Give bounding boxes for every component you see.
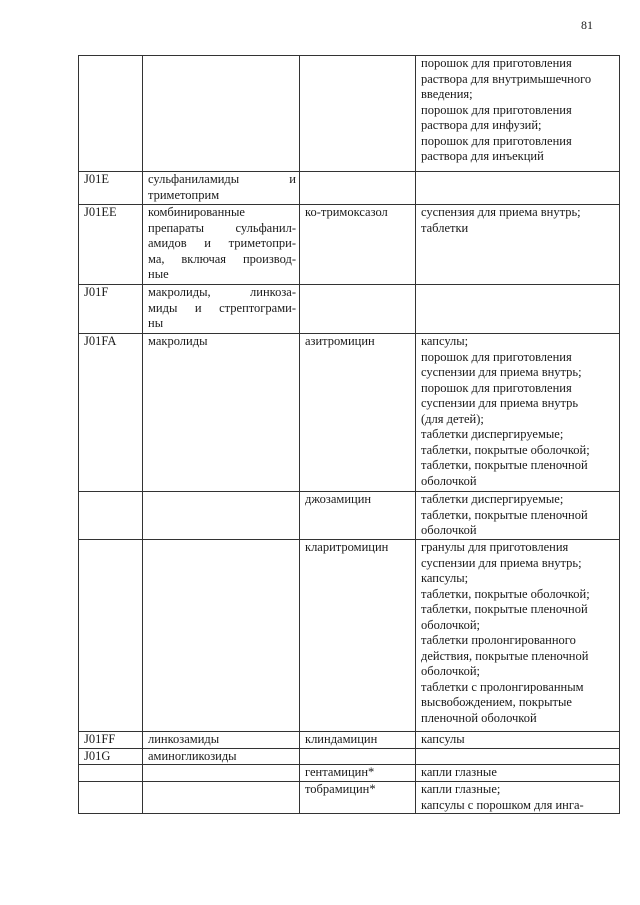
dosage-forms-cell: капсулы; порошок для приготовления суспензии для приема внутрь; порошок для приготовления суспензии для приема внутрь (для детей); таблетки диспергируемые; таблетки, покрытые оболочкой; таблетки, покрытые пленочной оболочкой (416, 334, 620, 492)
atc-code-cell: J01FA (79, 334, 143, 492)
atc-code-cell: J01F (79, 285, 143, 334)
atc-code-cell: J01EE (79, 205, 143, 285)
drug-name-cell (300, 285, 416, 334)
table-row (79, 782, 620, 814)
drug-name-cell: кларитромицин (300, 540, 416, 732)
atc-code-cell: J01E (79, 172, 143, 205)
atc-code-cell: J01FF (79, 732, 143, 749)
drug-name-cell (300, 748, 416, 765)
group-name-cell: линкозамиды (143, 732, 300, 749)
page-number: 81 (581, 18, 593, 32)
dosage-forms-cell (416, 172, 620, 205)
table-row (79, 172, 620, 205)
group-name-cell (143, 56, 300, 172)
group-name-cell (143, 540, 300, 732)
drug-name-cell: клиндамицин (300, 732, 416, 749)
dosage-forms-cell: капли глазные (416, 765, 620, 782)
dosage-forms-cell (416, 748, 620, 765)
group-name-cell: макролиды, линкоза- миды и стрептограми- ны (143, 285, 300, 334)
atc-code-cell (79, 492, 143, 540)
drug-name-cell: гентамицин* (300, 765, 416, 782)
dosage-forms-cell (416, 285, 620, 334)
drug-name-cell: джозамицин (300, 492, 416, 540)
table-row (79, 748, 620, 765)
dosage-forms-cell: капли глазные; капсулы с порошком для инга- (416, 782, 620, 814)
table-row (79, 285, 620, 334)
table-row (79, 492, 620, 540)
group-name-cell: сульфаниламиды и триметоприм (143, 172, 300, 205)
table-row (79, 334, 620, 492)
table-row (79, 540, 620, 732)
table-row (79, 765, 620, 782)
atc-code-cell (79, 540, 143, 732)
dosage-forms-cell: таблетки диспергируемые; таблетки, покрытые пленочной оболочкой (416, 492, 620, 540)
dosage-forms-cell: капсулы (416, 732, 620, 749)
group-name-cell (143, 765, 300, 782)
group-name-cell (143, 492, 300, 540)
drug-name-cell (300, 172, 416, 205)
atc-code-cell (79, 782, 143, 814)
drug-table (78, 55, 620, 814)
table-row (79, 205, 620, 285)
group-name-cell (143, 782, 300, 814)
atc-code-cell (79, 765, 143, 782)
drug-name-cell: ко-тримоксазол (300, 205, 416, 285)
group-name-cell: макролиды (143, 334, 300, 492)
table-row (79, 732, 620, 749)
dosage-forms-cell: суспензия для приема внутрь; таблетки (416, 205, 620, 285)
group-name-cell: аминогликозиды (143, 748, 300, 765)
atc-code-cell (79, 56, 143, 172)
drug-name-cell: азитромицин (300, 334, 416, 492)
drug-name-cell: тобрамицин* (300, 782, 416, 814)
dosage-forms-cell: порошок для приготовления раствора для внутримышечного введения; порошок для приготовления раствора для инфузий; порошок для приготовления раствора для инъекций (416, 56, 620, 172)
atc-code-cell: J01G (79, 748, 143, 765)
group-name-cell: комбинированные препараты сульфанил- амидов и триметопри- ма, включая производ- ные (143, 205, 300, 285)
table-row (79, 56, 620, 172)
drug-name-cell (300, 56, 416, 172)
dosage-forms-cell: гранулы для приготовления суспензии для приема внутрь; капсулы; таблетки, покрытые оболочкой; таблетки, покрытые пленочной оболочкой; таблетки пролонгированного действия, покрытые пленочной оболочкой; таблетки с пролонгированным высвобождением, покрытые пленочной оболочкой (416, 540, 620, 732)
